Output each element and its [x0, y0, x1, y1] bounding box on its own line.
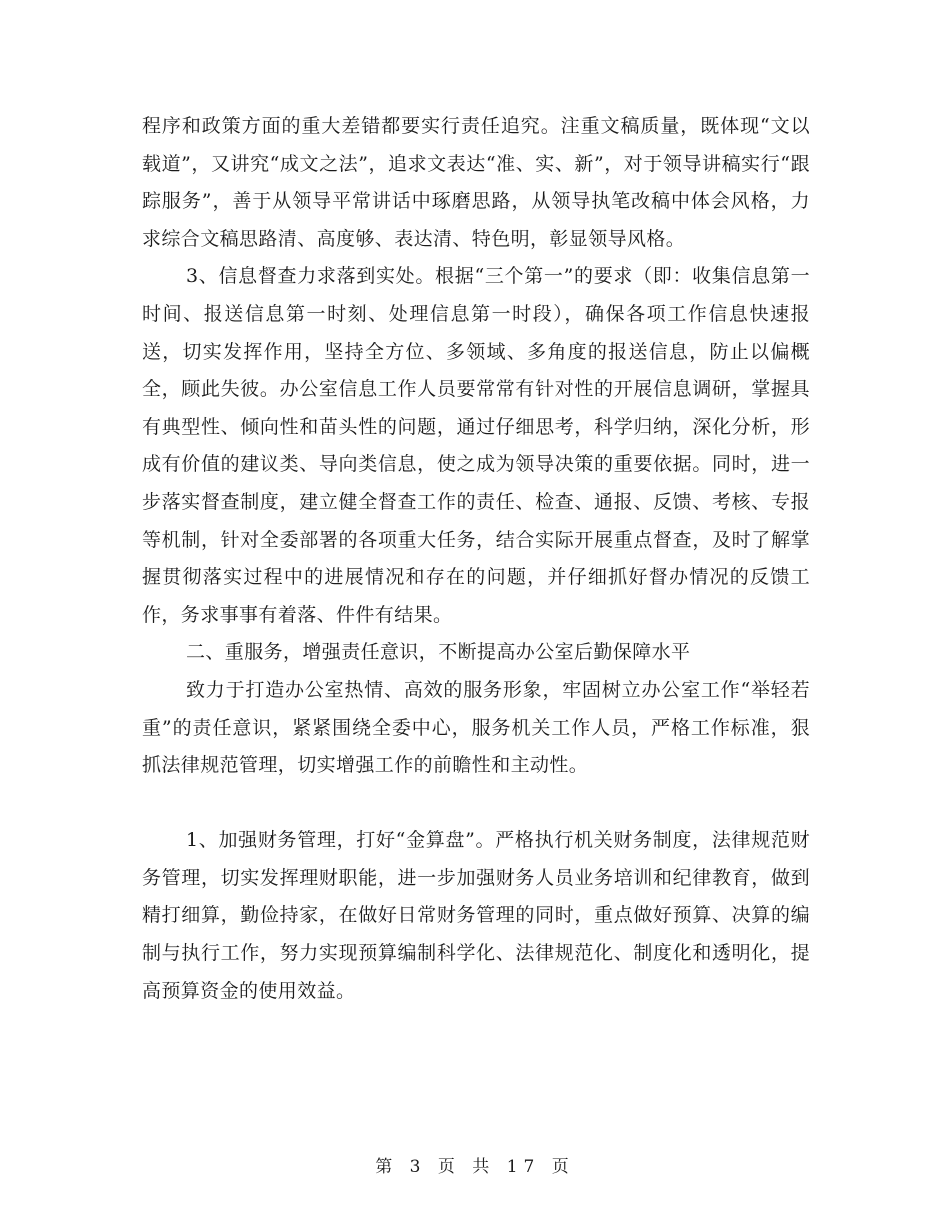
paragraph-service-image: 致力于打造办公室热情、高效的服务形象，牢固树立办公室工作“举轻若重”的责任意识，紧紧围绕全委中心，服务机关工作人员，严格工作标准，狠抓法律规范管理，切实增强工作的前瞻性和主动性。	[142, 678, 810, 777]
page-number-footer: 第 3 页 共 17 页	[375, 1157, 575, 1177]
paragraph-financial-management: 1、加强财务管理，打好“金算盘”。严格执行机关财务制度，法律规范财务管理，切实发挥理财职能，进一步加强财务人员业务培训和纪律教育，做到精打细算，勤俭持家，在做好日常财务管理的同时，重点做好预算、决算的编制与执行工作，努力实现预算编制科学化、法律规范化、制度化和透明化，提高预算资金的使用效益。	[142, 829, 810, 1002]
paragraph-information-supervision: 3、信息督查力求落到实处。根据“三个第一”的要求（即：收集信息第一时间、报送信息第一时刻、处理信息第一时段），确保各项工作信息快速报送，切实发挥作用，坚持全方位、多领域、多角度的报送信息，防止以偏概全，顾此失彼。办公室信息工作人员要常常有针对性的开展信息调研，掌握具有典型性、倾向性和苗头性的问题，通过仔细思考，科学归纳，深化分析，形成有价值的建议类、导向类信息，使之成为领导决策的重要依据。同时，进一步落实督查制度，建立健全督查工作的责任、检查、通报、反馈、考核、专报等机制，针对全委部署的各项重大任务，结合实际开展重点督查，及时了解掌握贯彻落实过程中的进展情况和存在的问题，并仔细抓好督办情况的反馈工作，务求事事有着落、件件有结果。	[142, 265, 810, 626]
section-heading-service: 二、重服务，增强责任意识，不断提高办公室后勤保障水平	[186, 641, 691, 664]
paragraph-spacer	[142, 785, 810, 823]
document-body	[142, 108, 810, 1010]
paragraph-continued-responsibility: 程序和政策方面的重大差错都要实行责任追究。注重文稿质量，既体现“文以载道”，又讲究“成文之法”，追求文表达“准、实、新”，对于领导讲稿实行“跟踪服务”，善于从领导平常讲话中琢磨思路，从领导执笔改稿中体会风格，力求综合文稿思路清、高度够、表达清、特色明，彰显领导风格。	[142, 115, 810, 250]
